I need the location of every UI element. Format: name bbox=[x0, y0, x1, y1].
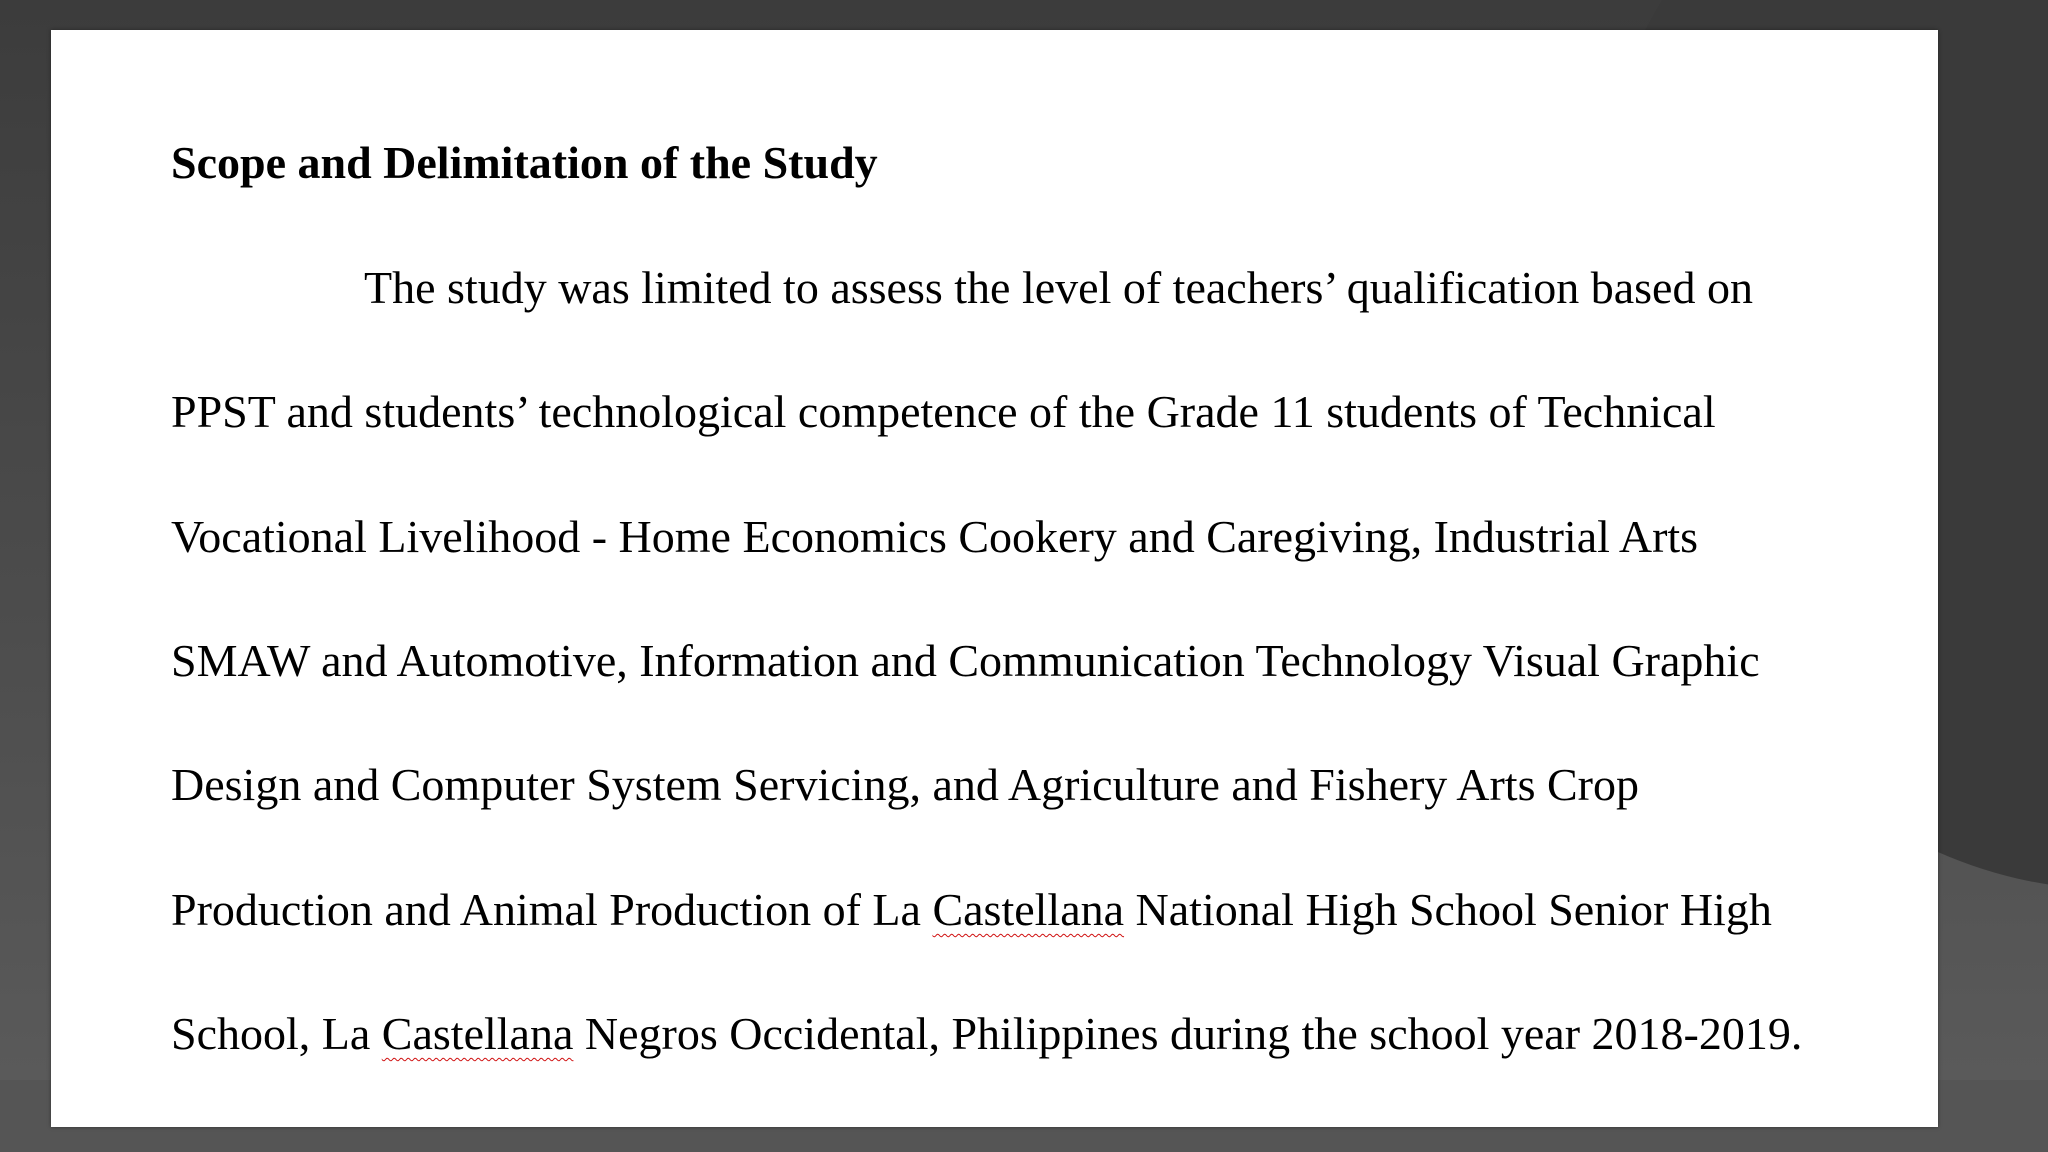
paragraph-line-3: Vocational Livelihood - Home Economics Cookery and Caregiving, Industrial Arts bbox=[171, 511, 1699, 562]
document-page bbox=[51, 30, 1938, 1127]
section-heading: Scope and Delimitation of the Study bbox=[171, 137, 878, 188]
paragraph-line-7 bbox=[171, 1006, 1802, 1062]
paragraph-line-1: The study was limited to assess the level of teachers’ qualification based on bbox=[364, 262, 1753, 313]
line-6-text-end: National High School Senior High bbox=[1124, 884, 1772, 935]
spellcheck-flagged-word[interactable]: Castellana bbox=[932, 884, 1125, 935]
paragraph-line-4: SMAW and Automotive, Information and Communication Technology Visual Graphic bbox=[171, 635, 1760, 686]
paragraph-line-5: Design and Computer System Servicing, and Agriculture and Fishery Arts Crop bbox=[171, 759, 1639, 810]
line-7-text-end: Negros Occidental, Philippines during the school year 2018-2019. bbox=[573, 1008, 1803, 1059]
line-6-text-start: Production and Animal Production of La bbox=[171, 884, 933, 935]
spellcheck-flagged-word[interactable]: Castellana bbox=[381, 1008, 574, 1059]
paragraph-line-6 bbox=[171, 882, 1772, 938]
line-7-text-start: School, La bbox=[171, 1008, 382, 1059]
paragraph-line-2: PPST and students’ technological competence of the Grade 11 students of Technical bbox=[171, 386, 1716, 437]
